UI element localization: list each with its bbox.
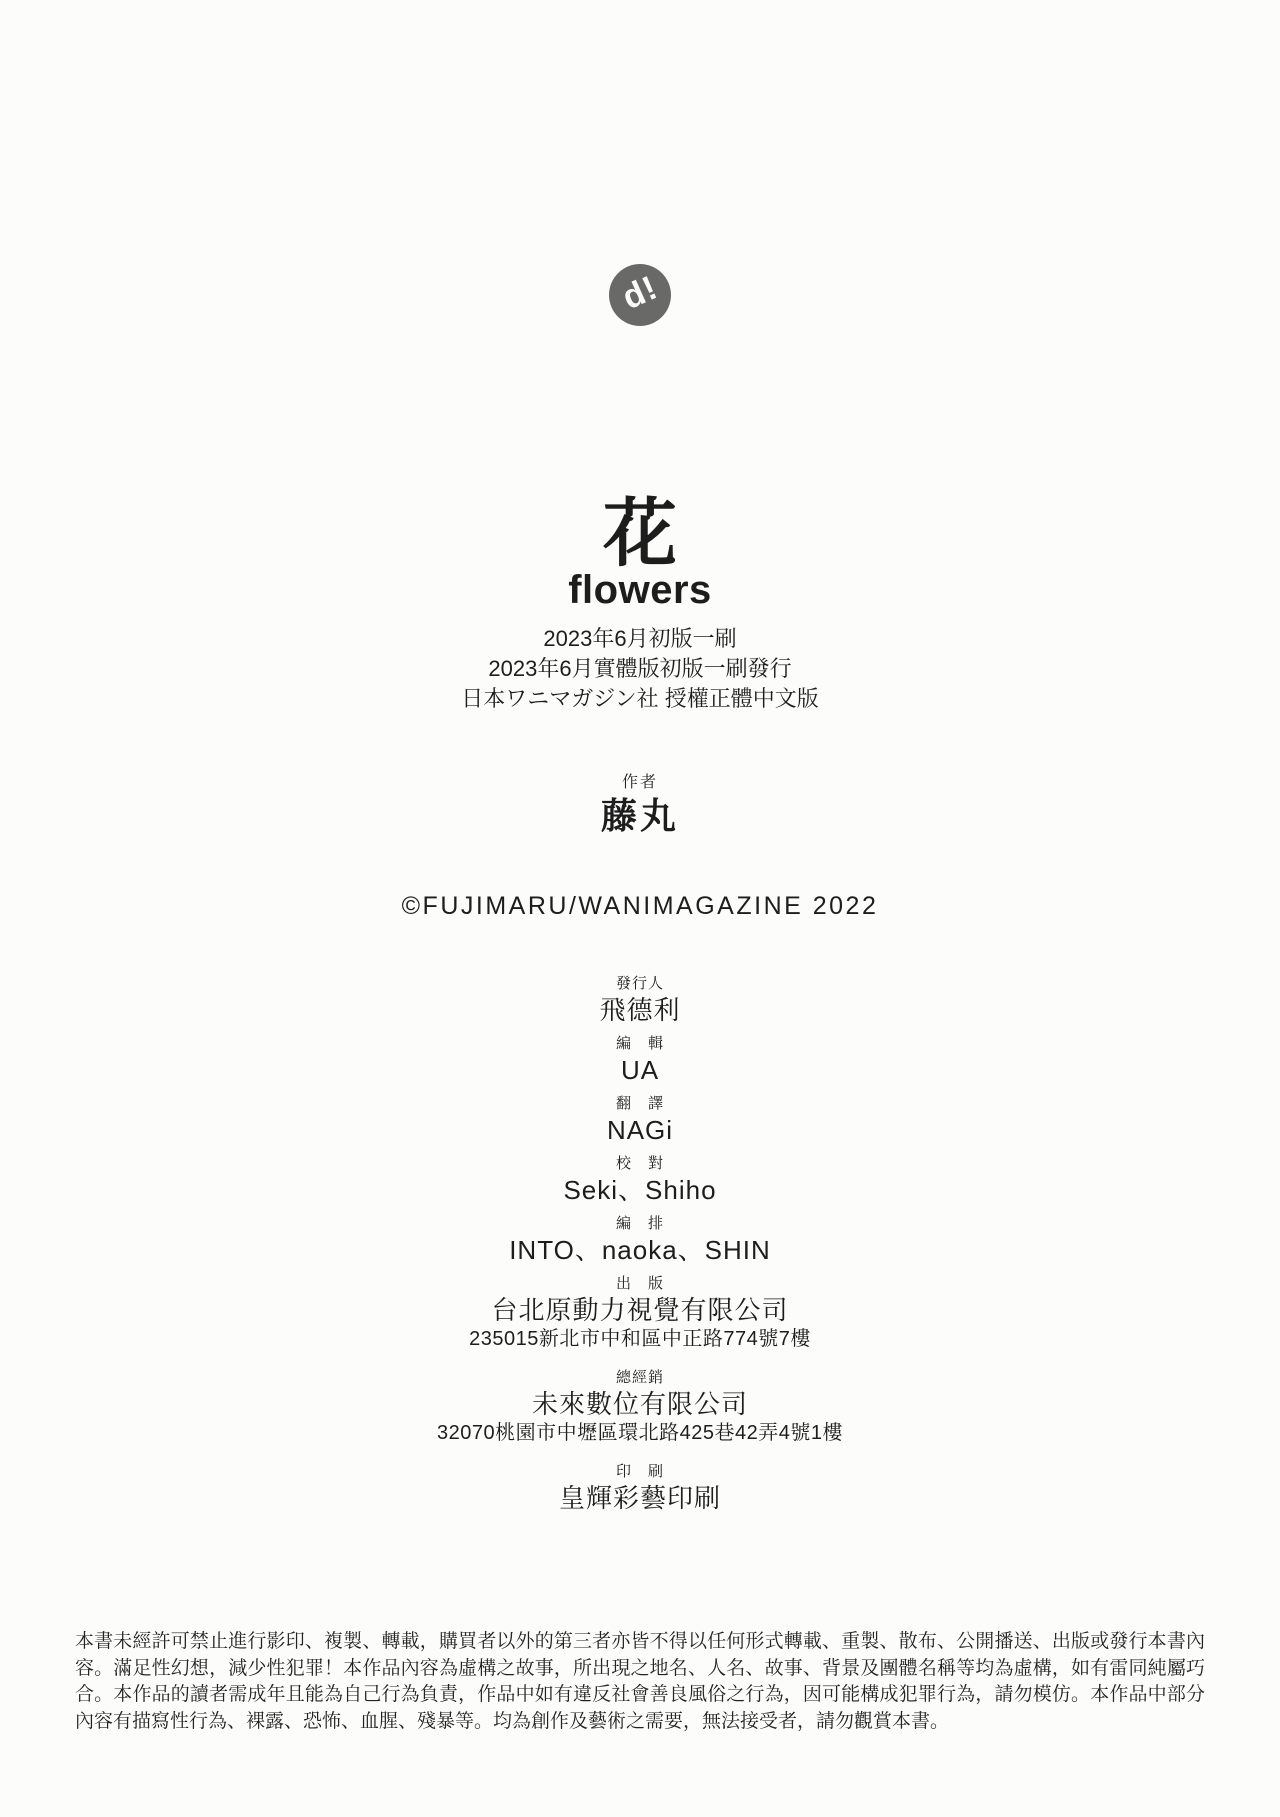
book-title-sub: flowers — [568, 568, 712, 612]
credit-proofreaders — [0, 1155, 1280, 1204]
credit-name: INTO、naoka、SHIN — [509, 1235, 771, 1265]
credit-name: 皇輝彩藝印刷 — [558, 1483, 721, 1513]
credit-name: Seki、Shiho — [563, 1175, 717, 1205]
credits-list — [0, 975, 1280, 1523]
credit-publisher-company — [0, 1275, 1280, 1351]
credit-label: 編 輯 — [615, 1035, 664, 1052]
credit-printer — [0, 1463, 1280, 1512]
author-name: 藤丸 — [600, 795, 679, 836]
edition-line-first-printing: 2023年6月初版一刷 — [543, 626, 737, 651]
credit-address: 32070桃園市中壢區環北路425巷42弄4號1樓 — [437, 1422, 843, 1444]
credit-label: 編 排 — [615, 1215, 664, 1232]
edition-line-physical-printing: 2023年6月實體版初版一刷發行 — [488, 656, 792, 681]
credit-name: 飛德利 — [599, 995, 681, 1025]
publisher-d-logo — [609, 264, 671, 326]
credit-label: 發行人 — [615, 975, 664, 992]
credit-name: UA — [620, 1055, 660, 1085]
credit-address: 235015新北市中和區中正路774號7樓 — [469, 1328, 811, 1350]
credit-translator — [0, 1095, 1280, 1144]
credit-label: 翻 譯 — [615, 1095, 664, 1112]
credit-editor — [0, 1035, 1280, 1084]
credit-name: 未來數位有限公司 — [531, 1389, 748, 1419]
credit-label: 出 版 — [615, 1275, 664, 1292]
credit-distributor — [0, 1369, 1280, 1445]
book-title-main: 花 — [603, 492, 677, 575]
edition-info — [0, 624, 1280, 714]
credit-name: NAGi — [606, 1115, 674, 1145]
copyright-line: ©FUJIMARU/WANIMAGAZINE 2022 — [401, 892, 879, 920]
credit-label: 總經銷 — [615, 1369, 664, 1386]
credit-name: 台北原動力視覺有限公司 — [491, 1295, 789, 1325]
legal-disclaimer: 本書未經許可禁止進行影印、複製、轉載，購買者以外的第三者亦皆不得以任何形式轉載、重製、散布、公開播送、出版或發行本書內容。滿足性幻想，減少性犯罪！本作品內容為虛構之故事，所出現之地名、人名、故事、背景及團體名稱等均為虛構，如有雷同純屬巧合。本作品的讀者需成年且能為自己行為負責，作品中如有違反社會善良風俗之行為，因可能構成犯罪行為，請勿模仿。本作品中部分內容有描寫性行為、裸露、恐怖、血腥、殘暴等。均為創作及藝術之需要，無法接受者，請勿觀賞本書。 — [75, 1631, 1205, 1732]
author-label: 作者 — [621, 774, 658, 791]
credit-label: 印 刷 — [615, 1463, 664, 1480]
credit-layout — [0, 1215, 1280, 1264]
credit-publisher-person — [0, 975, 1280, 1024]
credit-label: 校 對 — [615, 1155, 664, 1172]
d-exclamation-icon: d! — [616, 268, 664, 318]
edition-line-license: 日本ワニマガジン社 授權正體中文版 — [461, 686, 819, 711]
